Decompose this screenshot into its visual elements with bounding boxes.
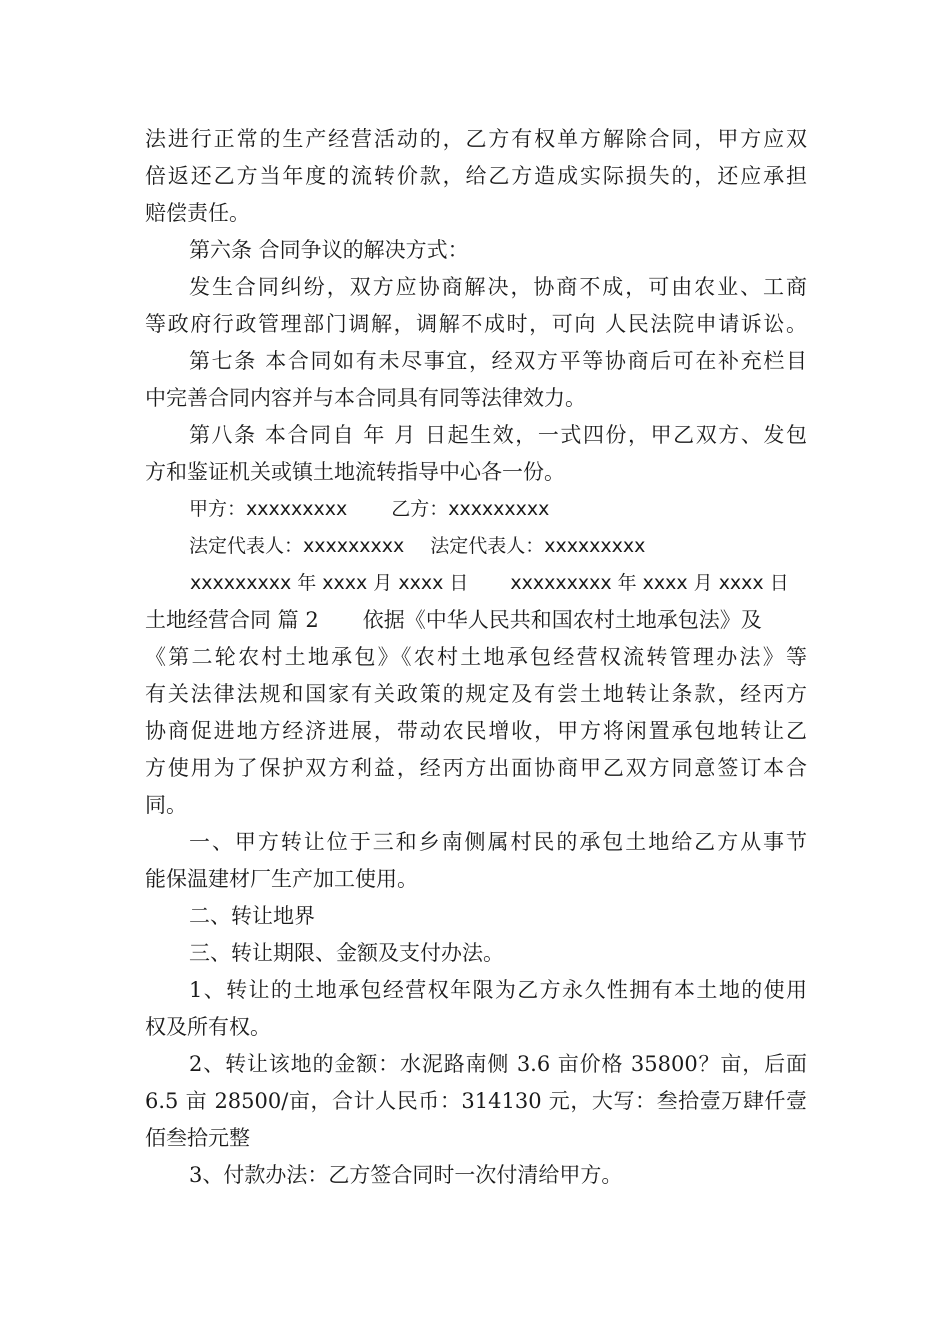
signature-date-row xyxy=(190,569,807,597)
paragraph-line: 一、甲方转让位于三和乡南侧属村民的承包土地给乙方从事节 xyxy=(189,830,807,854)
paragraph-line: 1、转让的土地承包经营权年限为乙方永久性拥有本土地的使用 xyxy=(189,978,807,1002)
clause-heading: 三、转让期限、金额及支付办法。 xyxy=(189,941,504,965)
paragraph-line: 2、转让该地的金额：水泥路南侧 3.6 亩价格 35800？亩，后面 xyxy=(189,1052,807,1076)
paragraph-line: 同。 xyxy=(145,793,187,817)
article-heading: 第六条 合同争议的解决方式： xyxy=(189,238,469,262)
paragraph-line: 等政府行政管理部门调解，调解不成时，可向 人民法院申请诉讼。 xyxy=(145,312,807,336)
clause-heading: 二、转让地界 xyxy=(189,904,315,928)
paragraph-line: 中完善合同内容并与本合同具有同等法律效力。 xyxy=(145,386,586,410)
paragraph-line: 第八条 本合同自 年 月 日起生效，一式四份，甲乙双方、发包 xyxy=(189,423,807,447)
rep-b-label: 法定代表人：xxxxxxxxx xyxy=(430,535,646,557)
paragraph-line: 倍返还乙方当年度的流转价款，给乙方造成实际损失的，还应承担 xyxy=(145,164,807,188)
date-a: xxxxxxxxx 年 xxxx 月 xxxx 日 xyxy=(190,572,469,594)
paragraph-line: 6.5 亩 28500/亩，合计人民币：314130 元，大写：叁拾壹万肆仟壹 xyxy=(145,1089,807,1113)
section-heading-row xyxy=(145,606,807,634)
signature-rep-row xyxy=(189,532,807,560)
paragraph-line: 法进行正常的生产经营活动的，乙方有权单方解除合同，甲方应双 xyxy=(145,127,807,151)
paragraph-line: 赔偿责任。 xyxy=(145,201,250,225)
paragraph-line: 能保温建材厂生产加工使用。 xyxy=(145,867,418,891)
paragraph-line: 《第二轮农村土地承包》《农村土地承包经营权流转管理办法》等 xyxy=(145,645,807,669)
paragraph-line: 佰叁拾元整 xyxy=(145,1126,250,1150)
paragraph-line: 协商促进地方经济进展，带动农民增收，甲方将闲置承包地转让乙 xyxy=(145,719,807,743)
party-a-label: 甲方：xxxxxxxxx xyxy=(189,498,348,520)
paragraph-line: 3、付款办法：乙方签合同时一次付清给甲方。 xyxy=(189,1163,623,1187)
paragraph-line: 方使用为了保护双方利益，经丙方出面协商甲乙双方同意签订本合 xyxy=(145,756,807,780)
date-b: xxxxxxxxx 年 xxxx 月 xxxx 日 xyxy=(510,572,789,594)
paragraph-line: 依据《中华人民共和国农村土地承包法》及 xyxy=(362,608,762,632)
paragraph-line: 发生合同纠纷，双方应协商解决，协商不成，可由农业、工商 xyxy=(189,275,807,299)
rep-a-label: 法定代表人：xxxxxxxxx xyxy=(189,535,405,557)
paragraph-line: 权及所有权。 xyxy=(145,1015,271,1039)
paragraph-line: 第七条 本合同如有未尽事宜，经双方平等协商后可在补充栏目 xyxy=(189,349,807,373)
party-b-label: 乙方：xxxxxxxxx xyxy=(391,498,550,520)
section-heading: 土地经营合同 篇 2 xyxy=(145,608,319,632)
signature-party-row xyxy=(189,495,807,523)
paragraph-line: 方和鉴证机关或镇土地流转指导中心各一份。 xyxy=(145,460,565,484)
paragraph-line: 有关法律法规和国家有关政策的规定及有尝土地转让条款，经丙方 xyxy=(145,682,807,706)
